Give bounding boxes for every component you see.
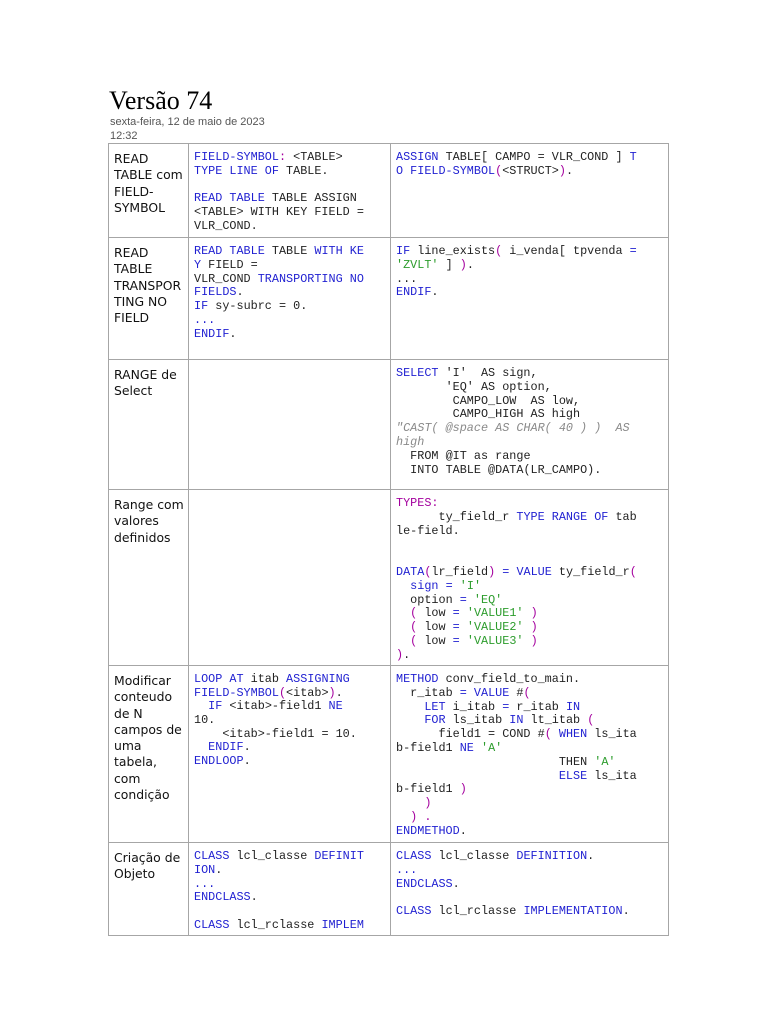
notes-table	[108, 143, 669, 936]
table-row	[109, 843, 669, 936]
table-row	[109, 666, 669, 843]
code-cell: TYPES: ty_field_r TYPE RANGE OF tab le-field. DATA(lr_field) = VALUE ty_field_r( sign = 'I' option = 'EQ' ( low = 'VALUE1' ) ( low = 'VALUE2' ) ( low = 'VALUE3' ) ).	[391, 490, 669, 666]
row-label: Range com valores definidos	[109, 490, 189, 666]
page-title: Versão 74	[109, 86, 213, 115]
table-row	[109, 238, 669, 360]
page-time: 12:32	[110, 130, 138, 142]
code-cell: CLASS lcl_classe DEFINIT ION. ... ENDCLASS. CLASS lcl_rclasse IMPLEM	[189, 843, 391, 936]
code-cell	[189, 360, 391, 490]
code-cell: FIELD-SYMBOL: <TABLE> TYPE LINE OF TABLE. READ TABLE TABLE ASSIGN <TABLE> WITH KEY FIELD = VLR_COND.	[189, 144, 391, 238]
row-label: Criação de Objeto	[109, 843, 189, 936]
row-label: READ TABLE com FIELD-SYMBOL	[109, 144, 189, 238]
row-label: RANGE de Select	[109, 360, 189, 490]
page-date: sexta-feira, 12 de maio de 2023	[110, 116, 265, 128]
code-cell: LOOP AT itab ASSIGNING FIELD-SYMBOL(<itab>). IF <itab>-field1 NE 10. <itab>-field1 = 10. ENDIF. ENDLOOP.	[189, 666, 391, 843]
table-row	[109, 490, 669, 666]
code-cell: READ TABLE TABLE WITH KE Y FIELD = VLR_COND TRANSPORTING NO FIELDS. IF sy-subrc = 0. ... ENDIF.	[189, 238, 391, 360]
row-label: READ TABLE TRANSPOR TING NO FIELD	[109, 238, 189, 360]
row-label: Modificar conteudo de N campos de uma tabela, com condição	[109, 666, 189, 843]
table-row	[109, 360, 669, 490]
code-cell: ASSIGN TABLE[ CAMPO = VLR_COND ] T O FIELD-SYMBOL(<STRUCT>).	[391, 144, 669, 238]
code-cell: IF line_exists( i_venda[ tpvenda = 'ZVLT' ] ). ... ENDIF.	[391, 238, 669, 360]
code-cell: SELECT 'I' AS sign, 'EQ' AS option, CAMPO_LOW AS low, CAMPO_HIGH AS high "CAST( @space AS CHAR( 40 ) ) AS high FROM @IT as range INTO TABLE @DATA(LR_CAMPO).	[391, 360, 669, 490]
table-row	[109, 144, 669, 238]
code-cell: CLASS lcl_classe DEFINITION. ... ENDCLASS. CLASS lcl_rclasse IMPLEMENTATION.	[391, 843, 669, 936]
code-cell	[189, 490, 391, 666]
code-cell: METHOD conv_field_to_main. r_itab = VALUE #( LET i_itab = r_itab IN FOR ls_itab IN lt_itab ( field1 = COND #( WHEN ls_ita b-field1 NE 'A' THEN 'A' ELSE ls_ita b-field1 ) ) ) . ENDMETHOD.	[391, 666, 669, 843]
